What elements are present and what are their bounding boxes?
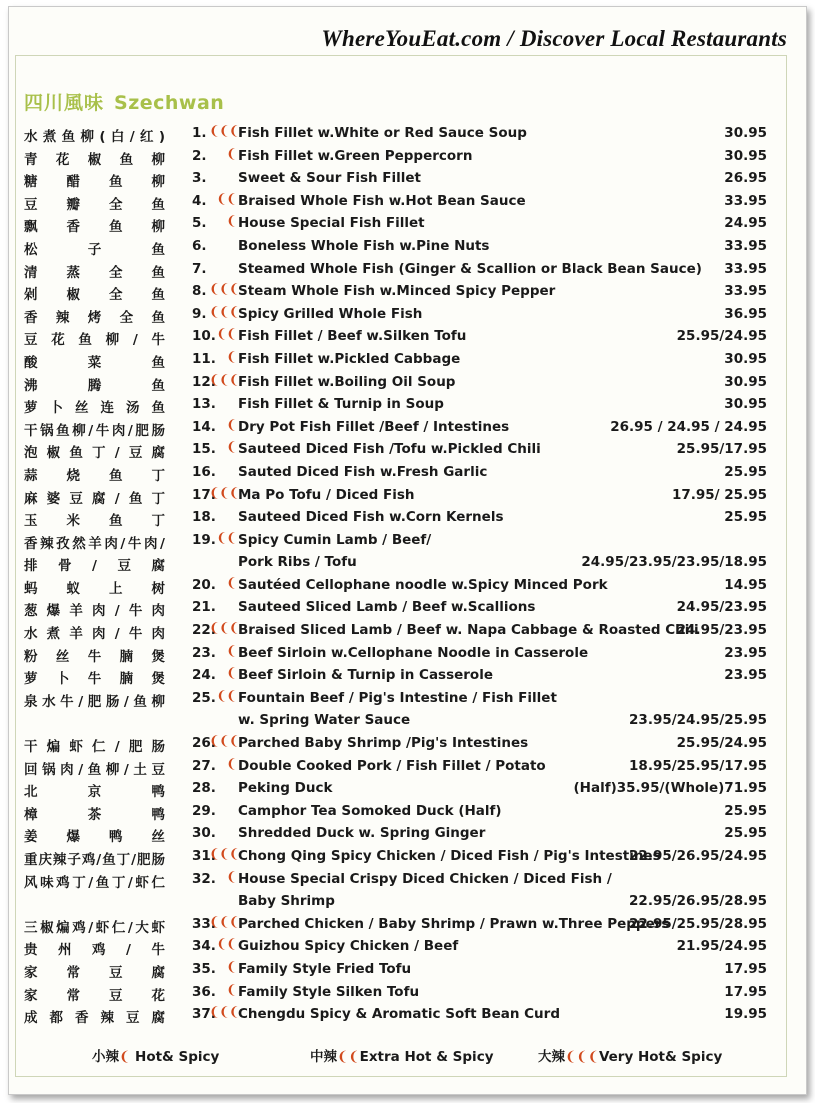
item-number: 4. [192,192,207,209]
pepper-icon: ❨ [226,440,236,456]
menu-item-row [0,506,815,529]
menu-item-row [0,574,815,597]
item-name-en: Family Style Silken Tofu [238,983,420,1000]
item-price: 23.95/24.95/25.95 [629,712,767,729]
menu-item-row [0,981,815,1004]
item-name-en: Spicy Grilled Whole Fish [238,305,423,322]
item-number: 30. [192,825,216,842]
item-name-cn: 玉米鱼丁 [24,513,165,530]
item-price: 24.95/23.95/23.95/18.95 [581,554,767,571]
item-name-cn: 飘香鱼柳 [24,219,165,236]
item-price: 33.95 [724,237,767,254]
item-name-en: Shredded Duck w. Spring Ginger [238,825,486,842]
item-name-cn: 排骨/豆腐 [24,558,165,575]
item-name-en: Sautéed Cellophane noodle w.Spicy Minced Pork [238,576,608,593]
legend-very-hot-cn: 大辣 [538,1049,565,1065]
item-number: 36. [192,983,216,1000]
pepper-icon: ❨ [119,1049,131,1065]
item-number: 17. [192,486,216,503]
menu-item-row [0,890,815,913]
item-name-cn: 水煮羊肉/牛肉 [24,626,165,643]
menu-item-row [0,438,815,461]
item-name-en: Dry Pot Fish Fillet /Beef / Intestines [238,418,510,435]
item-number: 9. [192,305,207,322]
item-name-cn: 沸腾鱼 [24,377,165,394]
item-name-cn: 清蒸全鱼 [24,264,165,281]
legend-very-hot-en: Very Hot& Spicy [598,1049,723,1065]
item-number: 3. [192,170,207,187]
item-price: 22.95/26.95/28.95 [629,893,767,910]
item-name-en: Braised Sliced Lamb / Beef w. Napa Cabbage & Roasted Chili [238,622,699,639]
pepper-icon: ❨❨❨ [209,734,239,750]
item-number: 13. [192,396,216,413]
item-name-cn: 蚂蚁上树 [24,580,165,597]
item-name-cn: 贵州鸡/牛 [24,942,165,959]
item-name-en: Peking Duck [238,780,333,797]
item-name-en: Spicy Cumin Lamb / Beef/ [238,531,432,548]
item-name-cn: 樟茶鸭 [24,806,165,823]
item-number: 18. [192,509,216,526]
pepper-icon: ❨❨❨ [209,485,239,501]
item-number: 29. [192,802,216,819]
pepper-icon: ❨❨❨ [565,1049,599,1065]
item-price: 33.95 [724,283,767,300]
item-name-cn: 麻婆豆腐/鱼丁 [24,490,165,507]
pepper-icon: ❨ [226,869,236,885]
item-name-en: Sauted Diced Fish w.Fresh Garlic [238,463,488,480]
item-price: 33.95 [724,260,767,277]
menu-item-row [0,235,815,258]
menu-item-row [0,619,815,642]
menu-item-row [0,484,815,507]
menu-item-row [0,845,815,868]
pepper-icon: ❨❨❨ [209,304,239,320]
item-name-cn: 干锅鱼柳/牛肉/肥肠 [24,422,165,439]
item-price: 24.95/23.95 [676,622,767,639]
pepper-icon: ❨❨❨ [209,621,239,637]
pepper-icon: ❨❨ [216,688,236,704]
item-name-cn: 回锅肉/鱼柳/土豆 [24,761,165,778]
menu-item-row [0,258,815,281]
menu-item-row [0,393,815,416]
item-number: 2. [192,147,207,164]
item-name-en: Sauteed Diced Fish /Tofu w.Pickled Chili [238,441,541,458]
item-name-cn: 糖醋鱼柳 [24,174,165,191]
item-price: 17.95 [724,983,767,1000]
pepper-icon: ❨ [226,214,236,230]
pepper-icon: ❨ [226,982,236,998]
menu-item-row [0,868,815,891]
item-name-en: Fish Fillet w.Pickled Cabbage [238,350,461,367]
menu-item-row [0,190,815,213]
pepper-icon: ❨ [226,417,236,433]
pepper-icon: ❨ [226,349,236,365]
item-number: 5. [192,215,207,232]
item-price: 30.95 [724,396,767,413]
item-price: 25.95/17.95 [676,441,767,458]
item-name-en: Ma Po Tofu / Diced Fish [238,486,415,503]
item-name-cn: 成都香辣豆腐 [24,1010,165,1027]
item-name-cn: 香辣孜然羊肉/牛肉/ [24,535,165,552]
menu-item-row [0,461,815,484]
item-name-en: House Special Crispy Diced Chicken / Diced Fish / [238,870,612,887]
pepper-icon: ❨❨ [216,191,236,207]
menu-item-row [0,687,815,710]
item-name-cn: 香辣烤全鱼 [24,309,165,326]
item-name-cn: 剁椒全鱼 [24,287,165,304]
item-name-cn: 风味鸡丁/鱼丁/虾仁 [24,874,165,891]
item-number: 7. [192,260,207,277]
menu-item-row [0,551,815,574]
item-price: 30.95 [724,147,767,164]
menu-item-row [0,935,815,958]
menu-item-row [0,755,815,778]
item-name-cn: 酸菜鱼 [24,354,165,371]
item-price: 25.95 [724,802,767,819]
legend-extra-hot-cn: 中辣 [310,1049,337,1065]
item-number: 22. [192,622,216,639]
item-name-cn: 重庆辣子鸡/鱼丁/肥肠 [24,852,165,868]
pepper-icon: ❨ [226,575,236,591]
pepper-icon: ❨❨ [216,327,236,343]
item-price: 23.95 [724,644,767,661]
pepper-icon: ❨❨ [337,1049,360,1065]
item-number: 32. [192,870,216,887]
item-name-cn: 三椒煸鸡/虾仁/大虾 [24,919,165,936]
item-price: 23.95 [724,667,767,684]
pepper-icon: ❨ [226,756,236,772]
menu-item-row [0,167,815,190]
item-price: 25.95 [724,509,767,526]
item-name-en: Fish Fillet / Beef w.Silken Tofu [238,328,467,345]
item-number: 19. [192,531,216,548]
menu-item-row [0,280,815,303]
menu-item-row [0,303,815,326]
item-number: 35. [192,960,216,977]
item-price: 30.95 [724,350,767,367]
item-name-cn: 泡椒鱼丁/豆腐 [24,445,165,462]
item-number: 15. [192,441,216,458]
item-price: 22.95/26.95/24.95 [629,848,767,864]
item-name-cn: 北京鸭 [24,784,165,801]
item-name-en: Boneless Whole Fish w.Pine Nuts [238,237,490,254]
pepper-icon: ❨❨❨ [209,282,239,298]
item-price: 24.95 [724,215,767,232]
item-name-cn: 粉丝牛腩煲 [24,648,165,665]
item-price: 22.95/25.95/28.95 [629,915,767,932]
legend-hot-cn: 小辣 [92,1049,119,1065]
item-price: 21.95/24.95 [676,938,767,955]
item-price: 25.95/24.95 [676,328,767,345]
item-number: 26. [192,735,216,752]
item-number: 24. [192,667,216,684]
pepper-icon: ❨ [226,666,236,682]
item-name-en: Beef Sirloin w.Cellophane Noodle in Casserole [238,644,589,661]
item-name-en: Chengdu Spicy & Aromatic Soft Bean Curd [238,1006,560,1023]
menu-item-row [0,596,815,619]
item-number: 16. [192,463,216,480]
item-number: 27. [192,757,216,774]
item-name-en: Sauteed Diced Fish w.Corn Kernels [238,509,504,526]
menu-item-row [0,212,815,235]
site-banner: WhereYouEat.com / Discover Local Restaurants [321,26,787,51]
item-price: 19.95 [724,1006,767,1023]
item-number: 1. [192,125,207,141]
menu-item-row [0,529,815,552]
menu-item-row [0,348,815,371]
item-price: 14.95 [724,576,767,593]
menu-item-row [0,325,815,348]
pepper-icon: ❨❨❨ [209,847,239,862]
item-name-en: Double Cooked Pork / Fish Fillet / Potato [238,757,546,774]
menu-item-row [0,371,815,394]
item-number: 11. [192,350,216,367]
legend-hot-en: Hot& Spicy [135,1049,220,1065]
item-name-en: Fish Fillet w.Boiling Oil Soup [238,373,456,390]
item-price: 25.95/24.95 [676,735,767,752]
item-name-en: Fish Fillet w.Green Peppercorn [238,147,473,164]
item-name-en: Steam Whole Fish w.Minced Spicy Pepper [238,283,556,300]
item-name-cn: 豆瓣全鱼 [24,196,165,213]
item-number: 34. [192,938,216,955]
item-name-en: Baby Shrimp [238,893,335,910]
pepper-icon: ❨❨❨ [209,372,239,388]
item-price: 25.95 [724,825,767,842]
legend-extra-hot-en: Extra Hot & Spicy [359,1049,494,1065]
item-name-en: Guizhou Spicy Chicken / Beef [238,938,459,955]
menu-item-row [0,913,815,936]
item-number: 20. [192,576,216,593]
menu-item-row [0,732,815,755]
item-name-en: House Special Fish Fillet [238,215,425,232]
item-number: 25. [192,689,216,706]
legend-very-hot [538,1045,722,1065]
item-number: 12. [192,373,216,390]
item-price: 30.95 [724,373,767,390]
item-name-en: Fish Fillet & Turnip in Soup [238,396,444,413]
menu-item-row [0,122,815,145]
item-number: 31. [192,848,216,864]
item-number: 37. [192,1006,216,1023]
item-price: 33.95 [724,192,767,209]
menu-item-row [0,145,815,168]
item-number: 8. [192,283,207,300]
item-name-cn: 青花椒鱼柳 [24,151,165,168]
menu-item-row [0,800,815,823]
pepper-icon: ❨ [226,146,236,162]
item-name-en: Parched Baby Shrimp /Pig's Intestines [238,735,529,752]
item-name-cn: 姜爆鸭丝 [24,829,165,846]
item-name-en: Family Style Fried Tofu [238,960,412,977]
item-name-en: Camphor Tea Somoked Duck (Half) [238,802,502,819]
item-name-cn: 豆花鱼柳/牛 [24,332,165,349]
item-name-cn: 干煸虾仁/肥肠 [24,739,165,756]
item-number: 28. [192,780,216,797]
menu-item-row [0,416,815,439]
item-number: 14. [192,418,216,435]
item-price: 17.95/ 25.95 [671,486,767,503]
pepper-icon: ❨ [226,959,236,975]
menu-item-row [0,709,815,732]
item-name-cn: 家常豆腐 [24,964,165,981]
pepper-icon: ❨ [226,643,236,659]
pepper-icon: ❨❨ [216,530,236,546]
menu-item-row [0,777,815,800]
section-title-cn: 四川風味 [24,92,105,114]
menu-item-row [0,1003,815,1026]
item-price: (Half)35.95/(Whole)71.95 [573,780,767,797]
item-number: 10. [192,328,216,345]
item-name-en: Sweet & Sour Fish Fillet [238,170,422,187]
item-price: 30.95 [724,125,767,141]
menu-item-row [0,642,815,665]
item-name-cn: 萝卜丝连汤鱼 [24,400,165,417]
menu-items-list [0,122,815,1026]
menu-item-row [0,958,815,981]
item-name-en: w. Spring Water Sauce [238,712,411,729]
item-number: 33. [192,915,216,932]
item-price: 24.95/23.95 [676,599,767,616]
menu-item-row [0,822,815,845]
item-name-en: Beef Sirloin & Turnip in Casserole [238,667,493,684]
item-name-cn: 葱爆羊肉/牛肉 [24,603,165,620]
item-name-cn: 家常豆花 [24,987,165,1004]
item-name-en: Sauteed Sliced Lamb / Beef w.Scallions [238,599,536,616]
pepper-icon: ❨❨ [216,937,236,953]
item-number: 23. [192,644,216,661]
section-title-en: Szechwan [114,92,225,114]
item-name-en: Fish Fillet w.White or Red Sauce Soup [238,125,527,141]
menu-item-row [0,664,815,687]
item-price: 26.95 [724,170,767,187]
pepper-icon: ❨❨❨ [209,914,239,930]
item-price: 18.95/25.95/17.95 [629,757,767,774]
item-name-en: Chong Qing Spicy Chicken / Diced Fish / Pig's Intestines [238,848,661,864]
item-price: 26.95 / 24.95 / 24.95 [610,418,767,435]
item-price: 36.95 [724,305,767,322]
item-name-en: Braised Whole Fish w.Hot Bean Sauce [238,192,526,209]
item-name-en: Fountain Beef / Pig's Intestine / Fish Fillet [238,689,557,706]
item-name-en: Pork Ribs / Tofu [238,554,357,571]
item-name-en: Steamed Whole Fish (Ginger & Scallion or Black Bean Sauce) [238,260,702,277]
legend-hot [92,1045,219,1065]
item-name-cn: 泉水牛/肥肠/鱼柳 [24,693,165,710]
item-name-cn: 蒜烧鱼丁 [24,467,165,484]
item-number: 21. [192,599,216,616]
item-price: 17.95 [724,960,767,977]
legend-extra-hot [310,1045,494,1065]
section-title [24,88,224,115]
item-name-cn: 水煮鱼柳(白/红) [24,129,165,145]
item-number: 6. [192,237,207,254]
item-price: 25.95 [724,463,767,480]
item-name-cn: 萝卜牛腩煲 [24,671,165,688]
item-name-en: Parched Chicken / Baby Shrimp / Prawn w.Three Peppers [238,915,670,932]
item-name-cn: 松子鱼 [24,241,165,258]
pepper-icon: ❨❨❨ [209,124,239,139]
pepper-icon: ❨❨❨ [209,1005,239,1021]
